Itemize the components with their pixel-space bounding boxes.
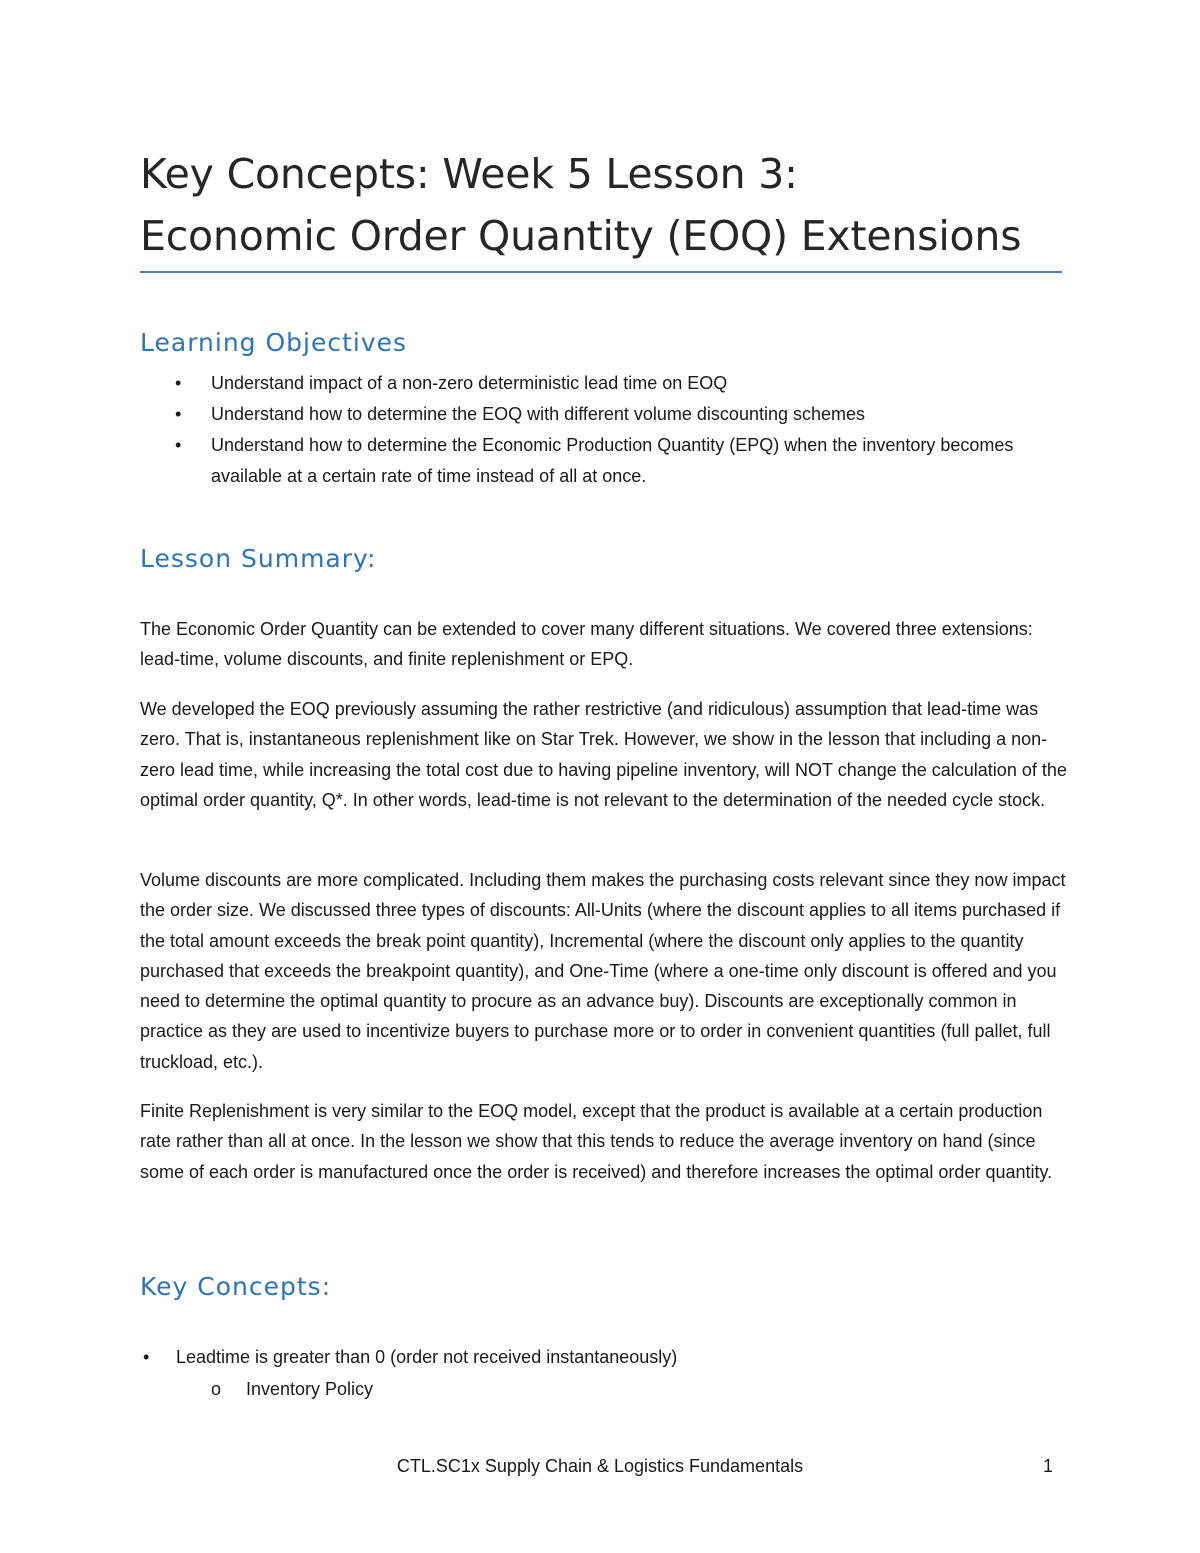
bullet-icon: • bbox=[143, 1347, 150, 1367]
summary-paragraph: Finite Replenishment is very similar to the EOQ model, except that the product is available at a certain production rate rather than all at once. In the lesson we show that this tends to reduce the average inventory on hand (since some of each order is manufactured once the order is received) and therefore increases the optimal order quantity. bbox=[140, 1101, 1053, 1182]
title-underline bbox=[140, 271, 1062, 273]
key-concepts-heading: Key Concepts: bbox=[140, 1272, 332, 1301]
learning-objectives-list bbox=[140, 368, 1070, 492]
objective-item bbox=[140, 399, 1070, 430]
summary-paragraph: We developed the EOQ previously assuming the rather restrictive (and ridiculous) assumption that lead-time was zero. That is, instantaneous replenishment like on Star Trek. However, we show in the lesson that including a non-zero lead time, while increasing the total cost due to having pipeline inventory, will NOT change the calculation of the optimal order quantity, Q*. In other words, lead-time is not relevant to the determination of the needed cycle stock. bbox=[140, 699, 1067, 810]
document-title-line-2: Economic Order Quantity (EOQ) Extensions bbox=[140, 212, 1022, 260]
bullet-icon: • bbox=[175, 435, 182, 455]
page-footer: CTL.SC1x Supply Chain & Logistics Fundamentals bbox=[396, 1456, 804, 1476]
summary-paragraph: Volume discounts are more complicated. Including them makes the purchasing costs relevant since they now impact the order size. We discussed three types of discounts: All-Units (where the discount applies to all items purchased if the total amount exceeds the break point quantity), Incremental (where the discount only applies to the quantity purchased that exceeds the breakpoint quantity), and One-Time (where a one-time only discount is offered and you need to determine the optimal quantity to procure as an advance buy). Discounts are exceptionally common in practice as they are used to incentivize buyers to purchase more or to order in convenient quantities (full pallet, full truckload, etc.). bbox=[140, 870, 1066, 1072]
summary-paragraph: The Economic Order Quantity can be extended to cover many different situations. We covered three extensions: lead-time, volume discounts, and finite replenishment or EPQ. bbox=[140, 619, 1033, 670]
objective-text: Understand impact of a non-zero deterministic lead time on EOQ bbox=[211, 373, 728, 393]
objective-item bbox=[140, 368, 1070, 399]
objective-item bbox=[140, 430, 1070, 492]
learning-objectives-heading: Learning Objectives bbox=[140, 328, 408, 357]
document-title-line-1: Key Concepts: Week 5 Lesson 3: bbox=[140, 150, 798, 198]
bullet-icon: • bbox=[175, 404, 182, 424]
key-concept-subitem: Inventory Policy bbox=[246, 1379, 374, 1399]
page-number: 1 bbox=[1043, 1456, 1054, 1476]
objective-text: Understand how to determine the EOQ with different volume discounting schemes bbox=[211, 404, 866, 424]
sub-bullet-icon: o bbox=[211, 1379, 222, 1399]
lesson-summary-heading: Lesson Summary: bbox=[140, 544, 377, 573]
objective-text: Understand how to determine the Economic Production Quantity (EPQ) when the inventory becomes available at a certain rate of time instead of all at once. bbox=[211, 435, 1014, 486]
bullet-icon: • bbox=[175, 373, 182, 393]
key-concept-item: Leadtime is greater than 0 (order not received instantaneously) bbox=[176, 1347, 678, 1367]
